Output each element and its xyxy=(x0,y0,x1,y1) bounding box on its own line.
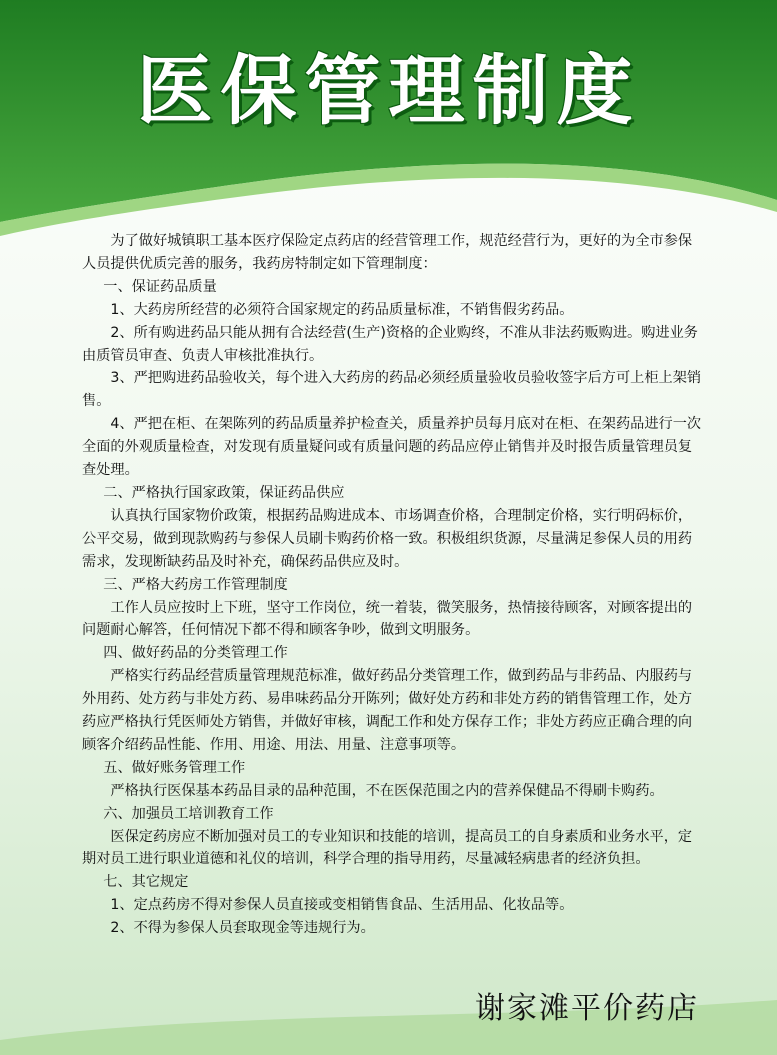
store-signature: 谢家滩平价药店 xyxy=(475,991,699,1026)
paragraph: 4、严把在柜、在架陈列的药品质量养护检查关，质量养护员每月底对在柜、在架药品进行一次全面的外观质量检查，对发现有质量疑问或有质量问题的药品应停止销售并及时报告质量管理员复查处理。 xyxy=(82,416,702,479)
section-heading: 二、严格执行国家政策，保证药品供应 xyxy=(103,484,345,501)
paragraph: 2、所有购进药品只能从拥有合法经营(生产)资格的企业购终，不准从非法药贩购进。购进业务由质管员审查、负责人审核批准执行。 xyxy=(82,324,698,364)
section-heading: 六、加强员工培训教育工作 xyxy=(103,805,274,822)
section-heading: 五、做好账务管理工作 xyxy=(103,759,246,776)
paragraph: 为了做好城镇职工基本医疗保险定点药店的经营管理工作，规范经营行为，更好的为全市参保人员提供优质完善的服务，我药房特制定如下管理制度： xyxy=(82,233,693,272)
section-heading: 一、保证药品质量 xyxy=(103,278,217,295)
paragraph: 2、不得为参保人员套取现金等违规行为。 xyxy=(110,920,375,937)
paragraph: 严格实行药品经营质量管理规范标准，做好药品分类管理工作，做到药品与非药品、内服药与外用药、处方药与非处方药、易串味药品分开陈列；做好处方药和非处方药的销售管理工作，处方药应严格执行凭医师处方销售，并做好审核，调配工作和处方保存工作；非处方药应正确合理的向顾客介绍药品性能、作用、用途、用法、用量、注意事项等。 xyxy=(82,668,693,753)
paragraph: 1、大药房所经营的必须符合国家规定的药品质量标准，不销售假劣药品。 xyxy=(110,301,574,318)
section-heading: 七、其它规定 xyxy=(103,874,189,891)
paragraph: 严格执行医保基本药品目录的品种范围，不在医保范围之内的营养保健品不得刷卡购药。 xyxy=(110,782,664,799)
paragraph: 1、定点药房不得对参保人员直接或变相销售食品、生活用品、化妆品等。 xyxy=(110,897,574,914)
regulation-content xyxy=(82,230,704,940)
paragraph: 认真执行国家物价政策，根据药品购进成本、市场调查价格，合理制定价格，实行明码标价，公平交易，做到现款购药与参保人员刷卡购药价格一致。积极组织货源，尽量满足参保人员的用药需求，发现断缺药品及时补充，确保药品供应及时。 xyxy=(82,507,693,570)
paragraph: 医保定药房应不断加强对员工的专业知识和技能的培训，提高员工的自身素质和业务水平，定期对员工进行职业道德和礼仪的培训，科学合理的指导用药，尽量减轻病患者的经济负担。 xyxy=(82,828,693,868)
poster-title: 医保管理制度 xyxy=(136,46,641,135)
paragraph: 工作人员应按时上下班，坚守工作岗位，统一着装，微笑服务，热情接待顾客，对顾客提出的问题耐心解答，任何情况下都不得和顾客争吵，做到文明服务。 xyxy=(82,599,693,639)
section-heading: 四、做好药品的分类管理工作 xyxy=(103,645,288,662)
paragraph: 3、严把购进药品验收关，每个进入大药房的药品必须经质量验收员验收签字后方可上柜上架销售。 xyxy=(82,370,702,410)
section-heading: 三、严格大药房工作管理制度 xyxy=(103,576,288,593)
